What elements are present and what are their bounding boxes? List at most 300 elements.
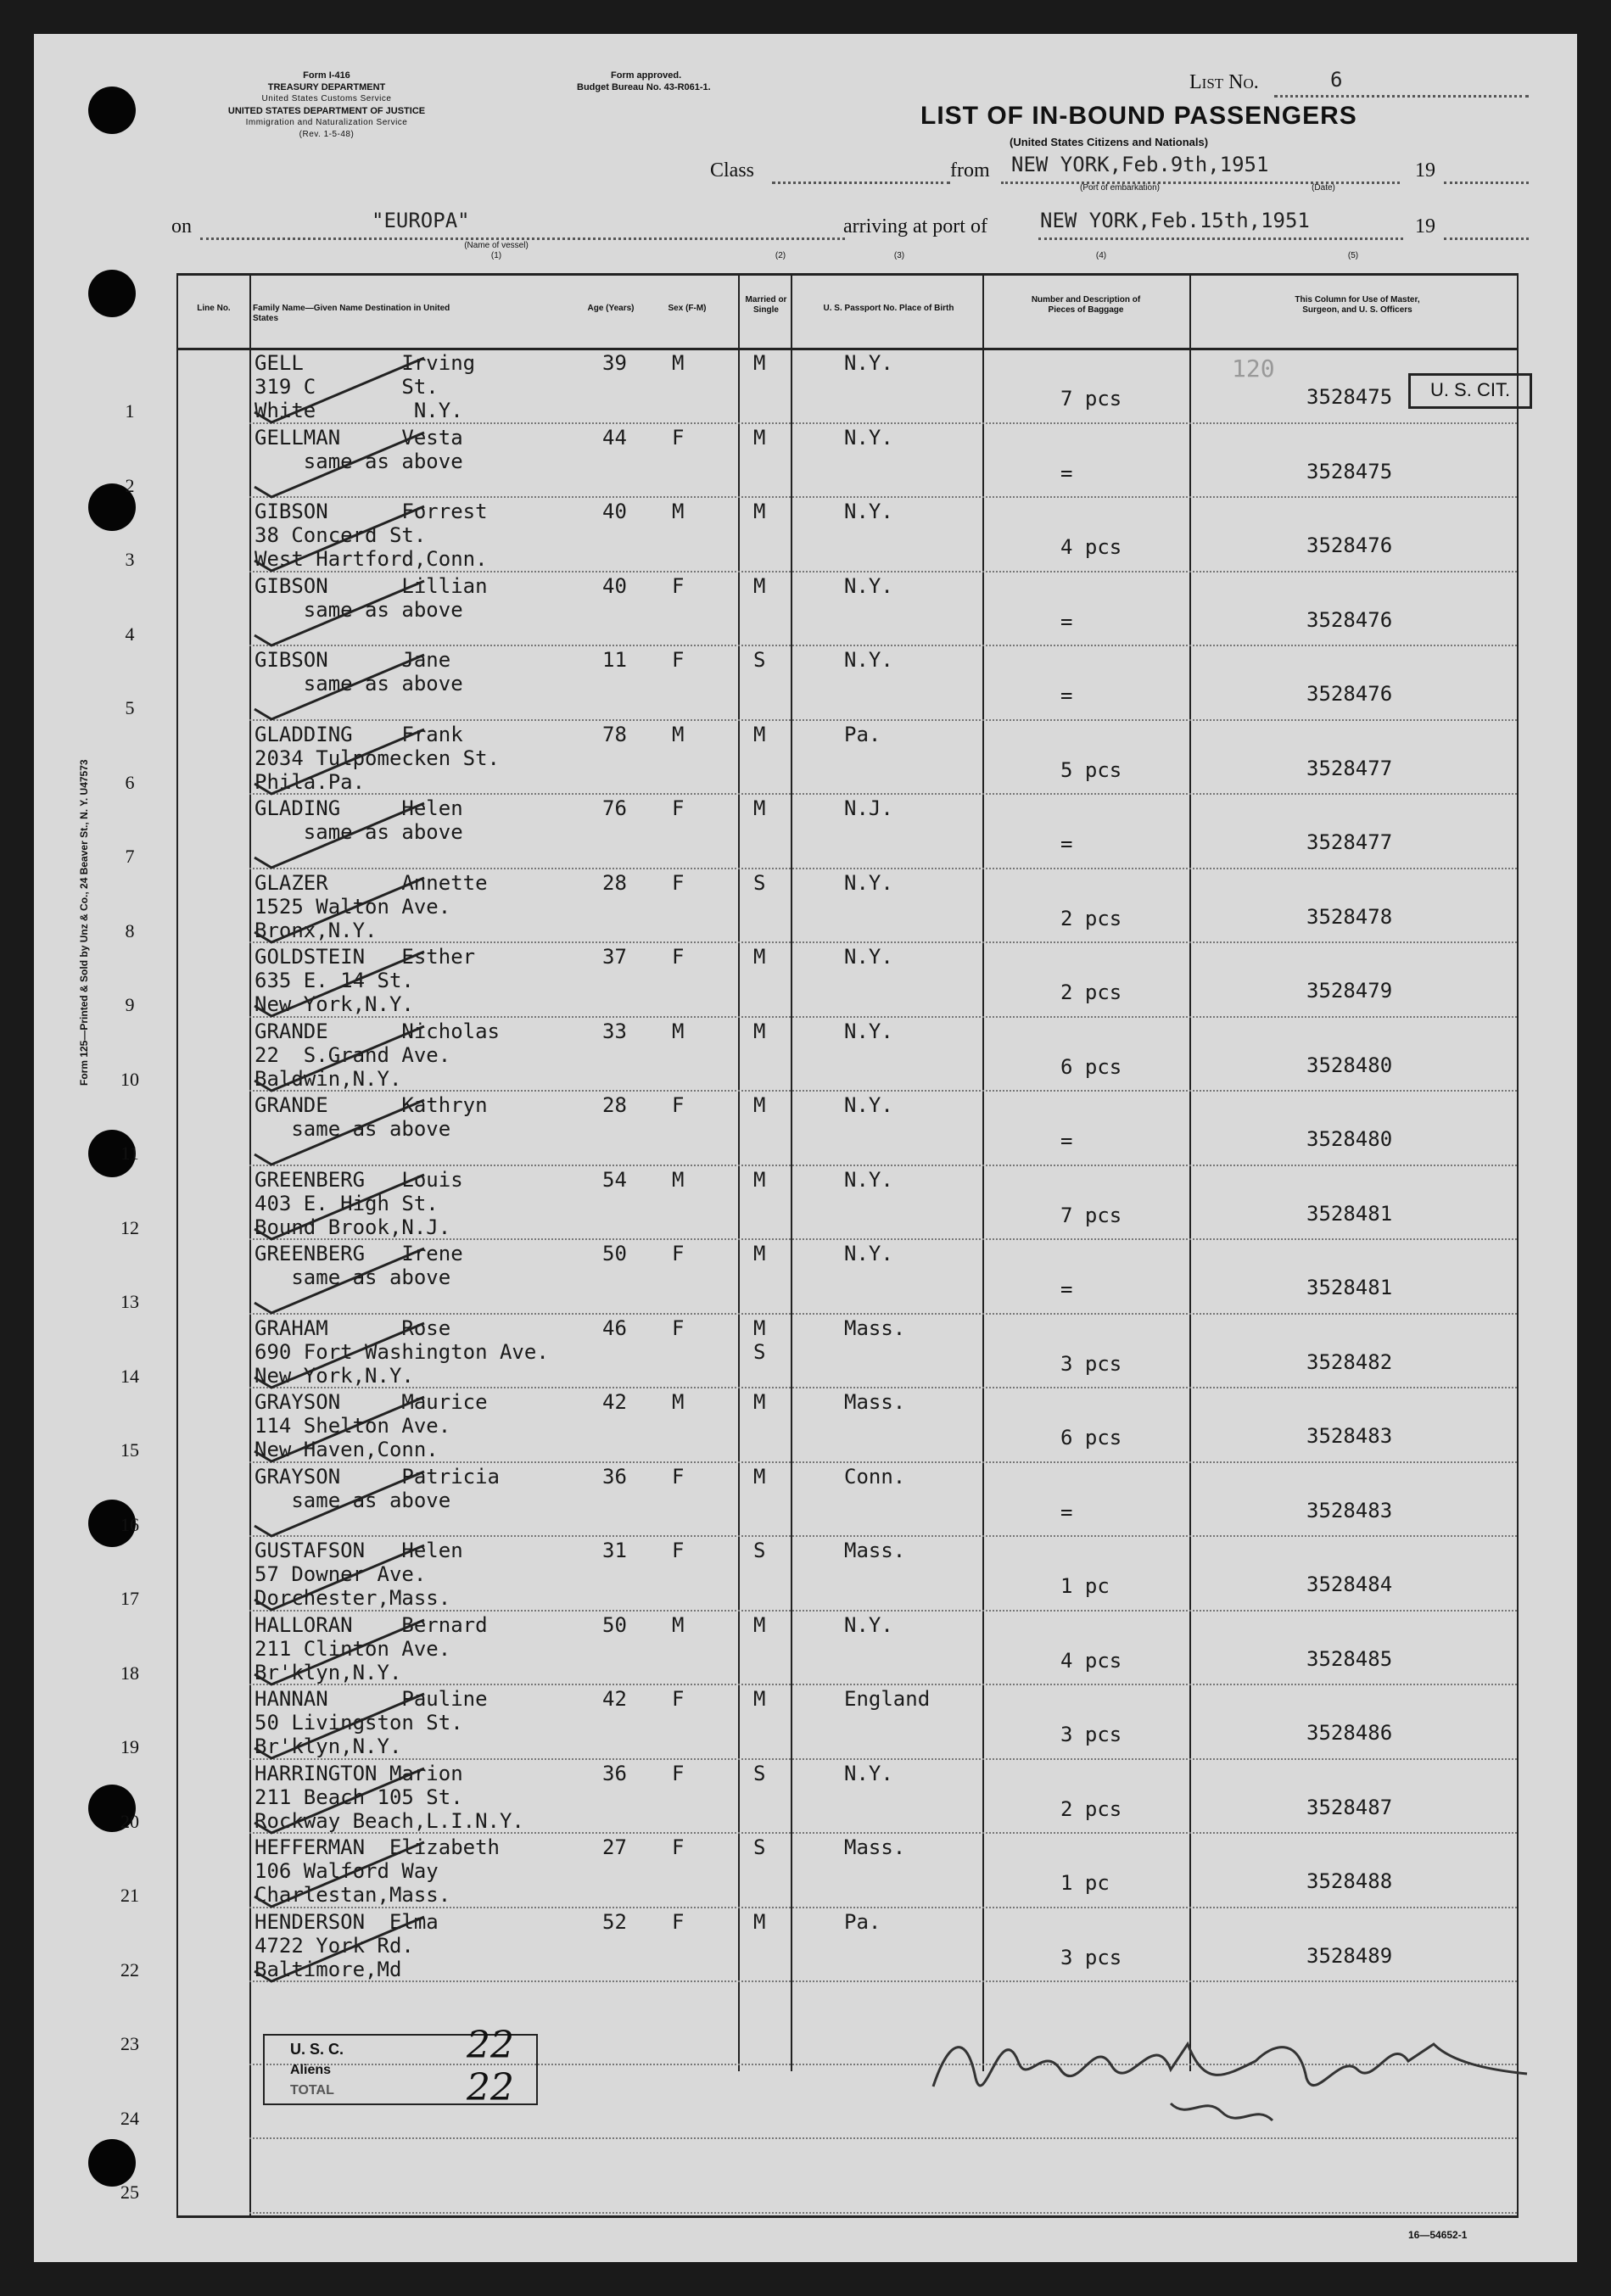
passenger-marital: S xyxy=(753,1761,766,1785)
passenger-name: GREENBERG Louis xyxy=(255,1167,463,1192)
check-mark xyxy=(238,1243,458,1320)
passenger-name: GOLDSTEIN Esther xyxy=(255,945,476,969)
passenger-marital-2: S xyxy=(753,1339,766,1364)
passenger-address-1: same as above xyxy=(255,449,463,473)
passenger-passport-no: 3528479 xyxy=(1306,979,1393,1003)
check-mark xyxy=(238,724,458,801)
line-number: 19 xyxy=(120,1736,139,1757)
passenger-address-2: New York,N.Y. xyxy=(255,992,414,1016)
passenger-name: GRAYSON Maurice xyxy=(255,1390,488,1414)
passenger-address-1: 114 Shelton Ave. xyxy=(255,1414,451,1438)
passenger-baggage: 3 pcs xyxy=(1060,1945,1122,1969)
passenger-birthplace: England xyxy=(844,1687,931,1711)
passenger-sex: M xyxy=(672,1612,685,1637)
passenger-passport-no: 3528478 xyxy=(1306,904,1393,929)
passenger-birthplace: Mass. xyxy=(844,1835,906,1859)
footer-code: 16—54652-1 xyxy=(1408,2229,1468,2241)
line-number: 23 xyxy=(120,2033,139,2054)
passenger-name: HARRINGTON Marion xyxy=(255,1761,463,1785)
passenger-address-1: 690 Fort Washington Ave. xyxy=(255,1339,549,1364)
passenger-address-1: 57 Downer Ave. xyxy=(255,1562,427,1586)
check-mark xyxy=(238,650,458,726)
passenger-sex: M xyxy=(672,1390,685,1414)
passenger-address-1: 319 C St. xyxy=(255,375,439,399)
passenger-age: 37 xyxy=(602,945,627,969)
list-no-value: 6 xyxy=(1330,68,1343,92)
passenger-age: 42 xyxy=(602,1687,627,1711)
passenger-marital: S xyxy=(753,870,766,895)
passenger-passport-no: 3528477 xyxy=(1306,830,1393,854)
passenger-birthplace: N.Y. xyxy=(844,945,893,969)
passenger-marital: M xyxy=(753,1390,766,1414)
passenger-age: 31 xyxy=(602,1539,627,1562)
passenger-marital: M xyxy=(753,425,766,450)
year-line-a xyxy=(1444,182,1529,184)
passenger-birthplace: N.Y. xyxy=(844,1167,893,1192)
passenger-name: GIBSON Jane xyxy=(255,648,451,672)
passenger-sex: F xyxy=(672,1909,685,1934)
passenger-baggage: 2 pcs xyxy=(1060,1796,1122,1821)
check-mark xyxy=(238,1318,458,1394)
passenger-address-1: same as above xyxy=(255,820,463,844)
passenger-address-1: 1525 Walton Ave. xyxy=(255,894,451,919)
passenger-name: GRANDE Nicholas xyxy=(255,1019,500,1043)
check-mark xyxy=(238,1095,458,1171)
passenger-address-1: 211 Beach 105 St. xyxy=(255,1785,463,1809)
passenger-marital: M xyxy=(753,1612,766,1637)
passenger-age: 46 xyxy=(602,1316,627,1340)
colhead-married: Married or Single xyxy=(745,295,787,315)
passenger-birthplace: Pa. xyxy=(844,722,881,746)
passenger-birthplace: N.Y. xyxy=(844,425,893,450)
passenger-birthplace: N.Y. xyxy=(844,351,893,375)
passenger-passport-no: 3528486 xyxy=(1306,1721,1393,1745)
passenger-passport-no: 3528475 xyxy=(1306,459,1393,483)
passenger-sex: F xyxy=(672,425,685,450)
line-number: 17 xyxy=(120,1588,139,1609)
passenger-age: 27 xyxy=(602,1835,627,1859)
line-number: 18 xyxy=(120,1662,139,1684)
passenger-address-2: New Haven,Conn. xyxy=(255,1438,439,1461)
passenger-passport-no: 3528483 xyxy=(1306,1498,1393,1522)
passenger-passport-no: 3528483 xyxy=(1306,1424,1393,1448)
passenger-passport-no: 3528489 xyxy=(1306,1943,1393,1968)
passenger-name: HALLORAN Bernard xyxy=(255,1612,488,1637)
passenger-marital: M xyxy=(753,1464,766,1489)
port-embark-caption: (Port of embarkation) xyxy=(1080,183,1160,193)
passenger-birthplace: N.Y. xyxy=(844,1093,893,1117)
year-19-a: 19 xyxy=(1415,159,1435,182)
passenger-address-1: 4722 York Rd. xyxy=(255,1933,414,1958)
page-subtitle: (United States Citizens and Nationals) xyxy=(1010,136,1209,148)
passenger-passport-no: 3528476 xyxy=(1306,682,1393,706)
passenger-address-2: Charlestan,Mass. xyxy=(255,1883,451,1907)
col3-caption: (3) xyxy=(893,251,905,260)
arrival-value: NEW YORK,Feb.15th,1951 xyxy=(1040,209,1310,232)
passenger-baggage: 1 pc xyxy=(1060,1574,1110,1598)
col5-caption: (5) xyxy=(1347,251,1359,260)
check-mark xyxy=(238,1392,458,1468)
passenger-address-2: Bronx,N.Y. xyxy=(255,918,378,942)
passenger-age: 54 xyxy=(602,1167,627,1192)
passenger-sex: M xyxy=(672,1167,685,1192)
passenger-sex: F xyxy=(672,945,685,969)
passenger-birthplace: N.Y. xyxy=(844,870,893,895)
usc-value: 22 xyxy=(467,2024,514,2067)
passenger-birthplace: Conn. xyxy=(844,1464,906,1489)
passenger-sex: M xyxy=(672,722,685,746)
us-cit-text: U. S. CIT. xyxy=(1429,379,1511,400)
passenger-baggage: 4 pcs xyxy=(1060,1648,1122,1673)
passenger-marital: M xyxy=(753,722,766,746)
passenger-name: GUSTAFSON Helen xyxy=(255,1539,463,1562)
passenger-marital: M xyxy=(753,1019,766,1043)
passenger-address-1: 22 S.Grand Ave. xyxy=(255,1042,451,1067)
passenger-passport-no: 3528482 xyxy=(1306,1349,1393,1374)
passenger-address-1: same as above xyxy=(255,672,463,696)
passenger-birthplace: Mass. xyxy=(844,1539,906,1562)
passenger-name: GIBSON Forrest xyxy=(255,500,488,523)
passenger-baggage: = xyxy=(1060,832,1073,856)
line-number: 4 xyxy=(125,623,135,645)
passenger-name: GRAYSON Patricia xyxy=(255,1464,500,1489)
passenger-sex: F xyxy=(672,1687,685,1711)
passenger-marital: S xyxy=(753,1539,766,1562)
vessel-line xyxy=(200,237,845,240)
dept-customs: United States Customs Service xyxy=(261,94,392,103)
passenger-passport-no: 3528480 xyxy=(1306,1127,1393,1151)
arriving-line xyxy=(1038,237,1403,240)
passenger-passport-no: 3528487 xyxy=(1306,1795,1393,1819)
passenger-address-2: Rockway Beach,L.I.N.Y. xyxy=(255,1808,524,1833)
passenger-name: GELL Irving xyxy=(255,351,476,375)
dept-justice: UNITED STATES DEPARTMENT OF JUSTICE xyxy=(227,106,426,116)
form-approved: Form approved. xyxy=(611,70,682,81)
passenger-baggage: 2 pcs xyxy=(1060,980,1122,1004)
page-title: LIST OF IN-BOUND PASSENGERS xyxy=(920,102,1357,130)
passenger-age: 40 xyxy=(602,573,627,598)
passenger-passport-no: 3528484 xyxy=(1306,1573,1393,1596)
line-number: 12 xyxy=(120,1216,139,1238)
passenger-name: GLAZER Annette xyxy=(255,870,488,895)
passenger-address-1: 38 Concerd St. xyxy=(255,523,427,547)
line-number: 5 xyxy=(125,697,135,718)
passenger-address-2: Br'klyn,N.Y. xyxy=(255,1660,402,1684)
passenger-birthplace: N.Y. xyxy=(844,573,893,598)
passenger-passport-no: 3528480 xyxy=(1306,1053,1393,1077)
list-no-label: List No. xyxy=(1189,71,1259,93)
passenger-marital: S xyxy=(753,1835,766,1859)
passenger-address-1: same as above xyxy=(255,597,463,622)
aliens-label: Aliens xyxy=(290,2063,332,2077)
dept-immigration: Immigration and Naturalization Service xyxy=(245,118,408,127)
passenger-baggage: = xyxy=(1060,609,1073,634)
line-number: 6 xyxy=(125,771,135,793)
passenger-passport-no: 3528481 xyxy=(1306,1276,1393,1299)
passenger-age: 76 xyxy=(602,796,627,820)
year-19-b: 19 xyxy=(1415,215,1435,237)
passenger-marital: M xyxy=(753,1093,766,1117)
check-mark xyxy=(238,1021,458,1098)
check-mark xyxy=(238,1763,458,1840)
passenger-age: 33 xyxy=(602,1019,627,1043)
passenger-passport-no: 3528485 xyxy=(1306,1646,1393,1671)
passenger-address-1: 2034 Tulpomecken St. xyxy=(255,746,500,770)
passenger-birthplace: N.J. xyxy=(844,796,893,820)
passenger-passport-no: 3528481 xyxy=(1306,1201,1393,1226)
line-number: 16 xyxy=(120,1513,139,1535)
passenger-address-2: Dorchester,Mass. xyxy=(255,1586,451,1610)
budget-bureau: Budget Bureau No. 43-R061-1. xyxy=(577,82,711,92)
passenger-sex: F xyxy=(672,573,685,598)
passenger-birthplace: Mass. xyxy=(844,1390,906,1414)
passenger-sex: F xyxy=(672,1835,685,1859)
passenger-sex: F xyxy=(672,1242,685,1265)
passenger-address-1: 106 Walford Way xyxy=(255,1859,439,1883)
passenger-marital: M xyxy=(753,1687,766,1711)
passenger-age: 28 xyxy=(602,870,627,895)
colhead-passport: U. S. Passport No. Place of Birth xyxy=(823,304,954,313)
passenger-marital: S xyxy=(753,648,766,672)
line-number: 21 xyxy=(120,1885,139,1906)
passenger-address-1: 50 Livingston St. xyxy=(255,1711,463,1735)
passenger-birthplace: N.Y. xyxy=(844,1019,893,1043)
col4-caption: (4) xyxy=(1095,251,1107,260)
check-mark xyxy=(238,1689,458,1765)
passenger-address-2: New York,N.Y. xyxy=(255,1363,414,1388)
passenger-name: GLADING Helen xyxy=(255,796,463,820)
passenger-name: HENDERSON Elma xyxy=(255,1909,439,1934)
passenger-sex: M xyxy=(672,1019,685,1043)
binder-hole xyxy=(88,2139,136,2187)
passenger-sex: F xyxy=(672,1093,685,1117)
passenger-sex: F xyxy=(672,1761,685,1785)
passenger-address-2: White N.Y. xyxy=(255,399,463,422)
approval-block xyxy=(577,70,797,93)
passenger-baggage: = xyxy=(1060,1500,1073,1524)
passenger-baggage: = xyxy=(1060,1129,1073,1153)
passenger-passport-no: 3528477 xyxy=(1306,756,1393,780)
check-mark xyxy=(238,1615,458,1691)
passenger-address-1: same as above xyxy=(255,1488,451,1512)
colhead-line-no: Line No. xyxy=(197,304,231,313)
passenger-marital: M xyxy=(753,1167,766,1192)
colhead-age: Age (Years) xyxy=(587,304,635,313)
passenger-birthplace: N.Y. xyxy=(844,1761,893,1785)
passenger-address-2: West Hartford,Conn. xyxy=(255,547,488,571)
usc-label: U. S. C. xyxy=(290,2041,344,2058)
row-separator xyxy=(249,2212,1517,2214)
check-mark xyxy=(238,1837,458,1913)
side-printer-text: Form 125—Printed & Sold by Unz & Co., 24 Beaver St., N. Y. U47573 xyxy=(78,759,90,1086)
col1-caption: (1) xyxy=(490,251,502,260)
passenger-marital: M xyxy=(753,1316,766,1340)
passenger-baggage: 7 pcs xyxy=(1060,1203,1122,1227)
class-label: Class xyxy=(710,159,755,182)
line-number: 25 xyxy=(120,2181,139,2203)
passenger-address-2: Baldwin,N.Y. xyxy=(255,1066,402,1091)
total-label: TOTAL xyxy=(290,2083,334,2098)
passenger-sex: F xyxy=(672,870,685,895)
us-cit-stamp xyxy=(1408,373,1532,409)
vessel-caption: (Name of vessel) xyxy=(464,241,529,250)
passenger-address-1: 403 E. High St. xyxy=(255,1191,439,1215)
check-mark xyxy=(238,1540,458,1617)
passenger-age: 39 xyxy=(602,351,627,375)
check-mark xyxy=(238,873,458,949)
passenger-baggage: 6 pcs xyxy=(1060,1054,1122,1079)
line-number: 22 xyxy=(120,1958,139,1980)
colhead-baggage: Number and Description of Pieces of Baggage xyxy=(1031,295,1141,315)
dept-treasury: TREASURY DEPARTMENT xyxy=(267,82,386,92)
passenger-marital: M xyxy=(753,573,766,598)
passenger-name: GREENBERG Irene xyxy=(255,1242,463,1265)
passenger-sex: F xyxy=(672,648,685,672)
revision-date: (Rev. 1-5-48) xyxy=(299,130,355,139)
line-number: 2 xyxy=(125,474,135,496)
passenger-baggage: 2 pcs xyxy=(1060,906,1122,930)
passenger-age: 42 xyxy=(602,1390,627,1414)
check-mark xyxy=(238,798,458,874)
vessel-name: "EUROPA" xyxy=(372,209,470,232)
passenger-address-2: Baltimore,Md xyxy=(255,1957,402,1981)
passenger-baggage: 4 pcs xyxy=(1060,535,1122,559)
passenger-sex: F xyxy=(672,1539,685,1562)
passenger-name: GRAHAM Rose xyxy=(255,1316,451,1340)
passenger-birthplace: N.Y. xyxy=(844,648,893,672)
check-mark xyxy=(238,427,458,504)
passenger-address-2: Phila.Pa. xyxy=(255,769,366,794)
check-mark xyxy=(238,576,458,652)
passenger-name: HEFFERMAN Elizabeth xyxy=(255,1835,500,1859)
line-number: 15 xyxy=(120,1439,139,1461)
arriving-label: arriving at port of xyxy=(843,215,987,237)
passenger-birthplace: Pa. xyxy=(844,1909,881,1934)
passenger-baggage: 3 pcs xyxy=(1060,1723,1122,1746)
colhead-officers: This Column for Use of Master, Surgeon, and U. S. Officers xyxy=(1295,295,1420,315)
passenger-name: HANNAN Pauline xyxy=(255,1687,488,1711)
passenger-age: 50 xyxy=(602,1612,627,1637)
passenger-birthplace: Mass. xyxy=(844,1316,906,1340)
check-mark xyxy=(238,1170,458,1246)
passenger-age: 44 xyxy=(602,425,627,450)
on-label: on xyxy=(171,215,192,237)
passenger-marital: M xyxy=(753,500,766,523)
total-value: 22 xyxy=(467,2066,514,2109)
passenger-baggage: 3 pcs xyxy=(1060,1351,1122,1376)
passenger-name: GRANDE Kathryn xyxy=(255,1093,488,1117)
line-number: 14 xyxy=(120,1365,139,1387)
passenger-baggage: 7 pcs xyxy=(1060,387,1122,411)
passenger-marital: M xyxy=(753,945,766,969)
passenger-address-2: Br'klyn,N.Y. xyxy=(255,1735,402,1758)
colhead-name: Family Name—Given Name Destination in United States xyxy=(253,304,450,323)
passenger-age: 52 xyxy=(602,1909,627,1934)
passenger-baggage: = xyxy=(1060,684,1073,707)
passenger-passport-no: 3528488 xyxy=(1306,1869,1393,1893)
passenger-birthplace: N.Y. xyxy=(844,1242,893,1265)
passenger-age: 11 xyxy=(602,648,627,672)
list-no-line xyxy=(1274,95,1529,98)
passenger-marital: M xyxy=(753,1242,766,1265)
passenger-age: 78 xyxy=(602,722,627,746)
col2-caption: (2) xyxy=(775,251,786,260)
passenger-sex: F xyxy=(672,1464,685,1489)
date-caption: (Date) xyxy=(1312,183,1335,193)
passenger-address-1: 635 E. 14 St. xyxy=(255,969,414,992)
passenger-age: 50 xyxy=(602,1242,627,1265)
passenger-baggage: 1 pc xyxy=(1060,1871,1110,1895)
line-number: 13 xyxy=(120,1291,139,1312)
passenger-sex: F xyxy=(672,1316,685,1340)
from-label: from xyxy=(950,159,990,182)
passenger-address-2: Bound Brook,N.J. xyxy=(255,1215,451,1239)
class-line xyxy=(772,182,950,184)
line-number: 20 xyxy=(120,1810,139,1832)
form-number: Form I-416 xyxy=(303,70,350,81)
line-number: 11 xyxy=(120,1142,139,1164)
line-number: 1 xyxy=(125,400,135,422)
passenger-name: GELLMAN Vesta xyxy=(255,425,463,450)
passenger-baggage: = xyxy=(1060,1277,1073,1301)
passenger-address-1: same as above xyxy=(255,1117,451,1141)
binder-hole xyxy=(88,270,136,317)
passenger-sex: M xyxy=(672,500,685,523)
line-number: 8 xyxy=(125,919,135,941)
line-number: 24 xyxy=(120,2107,139,2129)
check-mark xyxy=(238,353,458,429)
from-value: NEW YORK,Feb.9th,1951 xyxy=(1011,153,1269,176)
check-mark xyxy=(238,947,458,1023)
passenger-passport-no: 3528476 xyxy=(1306,533,1393,557)
passenger-address-1: 211 Clinton Ave. xyxy=(255,1636,451,1661)
passenger-address-1: same as above xyxy=(255,1265,451,1289)
colhead-sex: Sex (F-M) xyxy=(668,304,707,313)
passenger-birthplace: N.Y. xyxy=(844,500,893,523)
binder-hole xyxy=(88,87,136,134)
line-number: 7 xyxy=(125,846,135,867)
line-number: 10 xyxy=(120,1068,139,1090)
passenger-name: GIBSON Lillian xyxy=(255,573,488,598)
check-mark xyxy=(238,501,458,578)
passenger-baggage: 5 pcs xyxy=(1060,757,1122,782)
check-mark xyxy=(238,1466,458,1543)
passenger-age: 28 xyxy=(602,1093,627,1117)
line-number: 3 xyxy=(125,549,135,570)
line-number: 9 xyxy=(125,994,135,1015)
officer-signature xyxy=(899,1985,1544,2146)
passenger-age: 40 xyxy=(602,500,627,523)
passenger-birthplace: N.Y. xyxy=(844,1612,893,1637)
passenger-sex: M xyxy=(672,351,685,375)
year-line-b xyxy=(1444,237,1529,240)
passenger-age: 36 xyxy=(602,1761,627,1785)
passenger-marital: M xyxy=(753,796,766,820)
passenger-marital: M xyxy=(753,1909,766,1934)
passenger-marital: M xyxy=(753,351,766,375)
passenger-name: GLADDING Frank xyxy=(255,722,463,746)
manifest-sheet xyxy=(34,34,1577,2262)
passenger-passport-no: 3528475 xyxy=(1306,385,1393,409)
passenger-baggage: = xyxy=(1060,461,1073,485)
passenger-sex: F xyxy=(672,796,685,820)
check-mark xyxy=(238,1909,458,1988)
passenger-passport-no: 3528476 xyxy=(1306,607,1393,632)
totals-stamp xyxy=(263,2024,538,2109)
agency-header xyxy=(165,70,488,141)
passenger-age: 36 xyxy=(602,1464,627,1489)
faint-number: 120 xyxy=(1232,355,1275,383)
